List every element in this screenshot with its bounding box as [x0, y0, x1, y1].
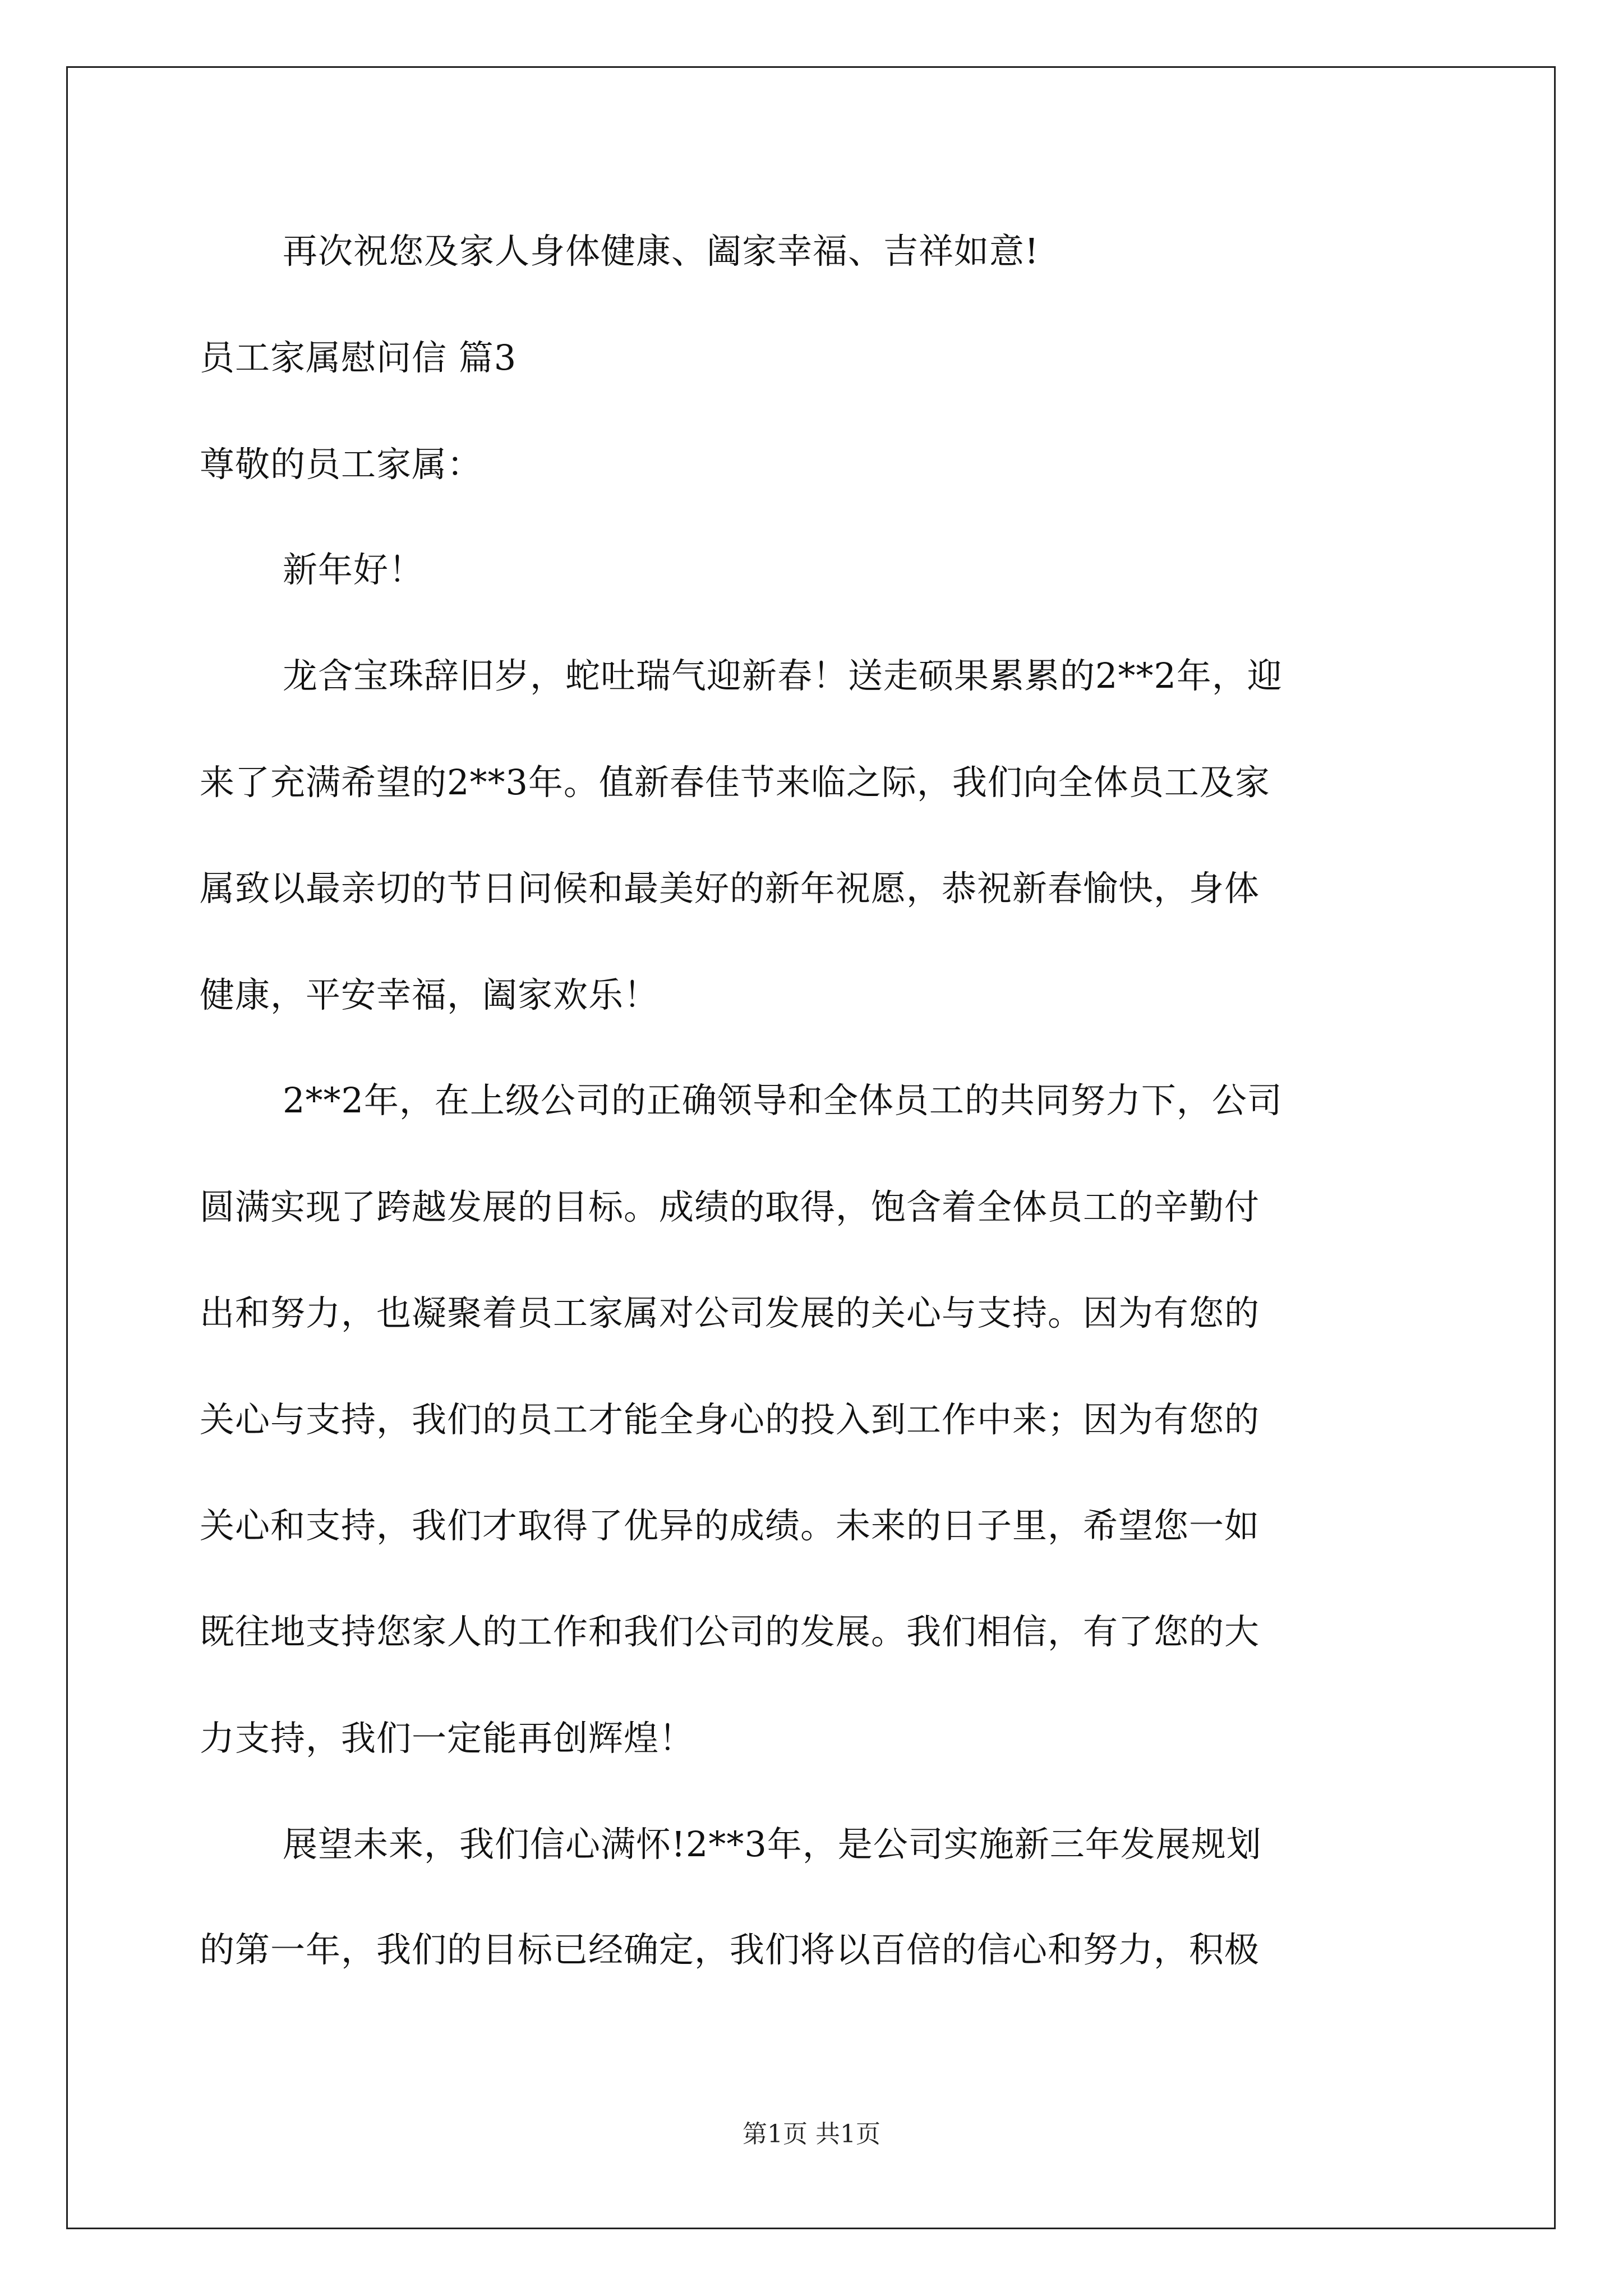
- paragraph-2-line-3: 出和努力，也凝聚着员工家属对公司发展的关心与支持。因为有您的: [200, 1292, 1260, 1333]
- paragraph-2-line-2: 圆满实现了跨越发展的目标。成绩的取得，饱含着全体员工的辛勤付: [200, 1186, 1260, 1227]
- paragraph-2-line-5: 关心和支持，我们才取得了优异的成绩。未来的日子里，希望您一如: [200, 1505, 1260, 1546]
- paragraph-3-line-2: 的第一年，我们的目标已经确定，我们将以百倍的信心和努力，积极: [200, 1929, 1260, 1970]
- page-border: [66, 66, 1556, 2229]
- paragraph-2-line-7: 力支持，我们一定能再创辉煌！: [200, 1718, 695, 1759]
- paragraph-1-line-2: 来了充满希望的2**3年。值新春佳节来临之际，我们向全体员工及家: [200, 762, 1270, 803]
- paragraph-1-line-4: 健康，平安幸福，阖家欢乐！: [200, 974, 660, 1015]
- paragraph-1-line-1: 龙含宝珠辞旧岁，蛇吐瑞气迎新春！送走硕果累累的2**2年，迎: [283, 655, 1283, 696]
- paragraph-1-line-3: 属致以最亲切的节日问候和最美好的新年祝愿，恭祝新春愉快，身体: [200, 868, 1260, 909]
- paragraph-2-line-1: 2**2年，在上级公司的正确领导和全体员工的共同努力下，公司: [283, 1080, 1283, 1121]
- greeting-line: 新年好！: [283, 549, 425, 590]
- salutation-line: 尊敬的员工家属：: [200, 444, 483, 485]
- paragraph-2-line-6: 既往地支持您家人的工作和我们公司的发展。我们相信，有了您的大: [200, 1611, 1260, 1652]
- paragraph-3-line-1: 展望未来，我们信心满怀!2**3年，是公司实施新三年发展规划: [283, 1824, 1262, 1865]
- closing-wishes-line: 再次祝您及家人身体健康、阖家幸福、吉祥如意!: [283, 231, 1039, 272]
- page-number-footer: 第1页 共1页: [743, 2120, 880, 2148]
- section-heading: 员工家属慰问信 篇3: [200, 337, 517, 378]
- paragraph-2-line-4: 关心与支持，我们的员工才能全身心的投入到工作中来；因为有您的: [200, 1399, 1260, 1440]
